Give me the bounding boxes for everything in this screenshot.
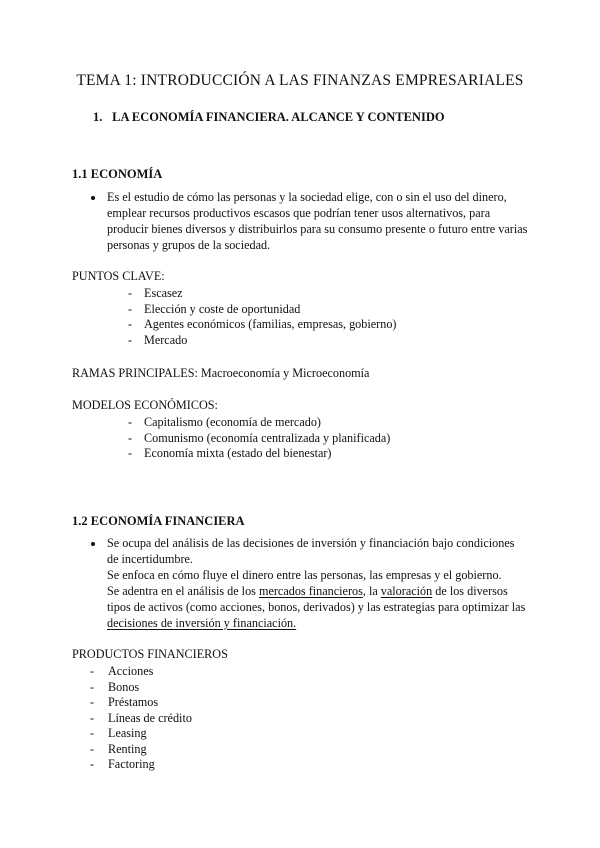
list-item-text: Capitalismo (economía de mercado) <box>144 415 321 429</box>
dash-marker: - <box>128 446 133 460</box>
puntos-clave-label: PUNTOS CLAVE: <box>72 269 165 283</box>
underlined-term: mercados financieros <box>258 584 363 598</box>
list-item <box>128 302 528 318</box>
underlined-term: valoración <box>380 584 433 598</box>
paragraph-line: Es el estudio de cómo las personas y la sociedad elige, con o sin el uso del dinero, <box>107 190 507 204</box>
list-item <box>128 446 528 462</box>
list-item-text: Préstamos <box>108 695 159 709</box>
paragraph-line: producir bienes diversos y distribuirlos para su consumo presente o futuro entre varias <box>107 222 528 236</box>
list-item <box>90 726 390 742</box>
dash-marker: - <box>128 317 133 331</box>
bullet-icon <box>91 196 95 200</box>
list-item <box>90 695 390 711</box>
ramas-principales <box>72 366 369 381</box>
paragraph-line <box>107 615 525 631</box>
dash-marker: - <box>128 286 133 300</box>
dash-marker: - <box>128 415 133 429</box>
dash-marker: - <box>128 332 133 347</box>
paragraph-line: Se enfoca en cómo fluye el dinero entre las personas, las empresas y el gobierno. <box>107 568 502 582</box>
paragraph-line: Se ocupa del análisis de las decisiones de inversión y financiación bajo condiciones <box>107 536 515 550</box>
paragraph-line: de incertidumbre. <box>107 552 193 566</box>
underlined-term: decisiones de inversión y financiación. <box>107 616 297 630</box>
text-run: de los diversos <box>432 584 508 598</box>
list-item-text: Factoring <box>108 757 155 771</box>
paragraph-line: tipos de activos (como acciones, bonos, derivados) y las estrategias para optimizar las <box>107 600 526 614</box>
puntos-clave-list <box>128 286 528 348</box>
document-title: TEMA 1: INTRODUCCIÓN A LAS FINANZAS EMPRESARIALES <box>76 72 524 89</box>
section-1-title: LA ECONOMÍA FINANCIERA. ALCANCE Y CONTENIDO <box>112 110 445 124</box>
list-item-text: Escasez <box>144 286 183 300</box>
paragraph-line: emplear recursos productivos escasos que podrían tener usos alternativos, para <box>107 206 491 220</box>
list-item-text: Agentes económicos (familias, empresas, gobierno) <box>144 317 397 331</box>
productos-list <box>90 664 390 773</box>
productos-financieros-label: PRODUCTOS FINANCIEROS <box>72 647 228 661</box>
ramas-text: Macroeconomía y Microeconomía <box>200 366 370 380</box>
modelos-list <box>128 415 528 462</box>
subsection-1-1-heading: 1.1 ECONOMÍA <box>72 167 163 181</box>
list-item-text: Acciones <box>108 664 154 678</box>
dash-marker: - <box>90 741 95 756</box>
dash-marker: - <box>90 679 95 694</box>
dash-marker: - <box>128 430 133 445</box>
economia-definition <box>107 189 527 253</box>
dash-marker: - <box>90 664 95 678</box>
text-run: Se adentra en el análisis de los <box>107 584 259 598</box>
list-item <box>90 742 390 758</box>
dash-marker: - <box>90 695 95 709</box>
list-item-text: Elección y coste de oportunidad <box>144 301 301 316</box>
subsection-1-2-heading: 1.2 ECONOMÍA FINANCIERA <box>72 514 245 528</box>
list-item-text: Mercado <box>144 332 188 347</box>
list-item-text: Bonos <box>108 679 140 694</box>
economia-financiera-definition <box>107 535 525 631</box>
list-item <box>128 415 528 431</box>
list-item <box>128 333 528 349</box>
bullet-icon <box>91 542 95 546</box>
section-1-number: 1. <box>93 110 103 124</box>
ramas-label: RAMAS PRINCIPALES: <box>72 366 198 380</box>
dash-marker: - <box>90 726 95 740</box>
section-1-heading <box>93 110 445 125</box>
list-item-text: Comunismo (economía centralizada y planificada) <box>144 430 391 445</box>
list-item <box>128 431 528 447</box>
list-item-text: Leasing <box>108 726 147 740</box>
list-item-text: Líneas de crédito <box>108 710 192 725</box>
list-item-text: Renting <box>108 741 147 756</box>
list-item <box>90 664 390 680</box>
list-item <box>90 680 390 696</box>
dash-marker: - <box>128 301 133 316</box>
list-item-text: Economía mixta (estado del bienestar) <box>144 446 332 460</box>
dash-marker: - <box>90 757 95 771</box>
list-item <box>128 286 528 302</box>
paragraph-line: personas y grupos de la sociedad. <box>107 238 271 252</box>
list-item <box>90 711 390 727</box>
list-item <box>128 317 528 333</box>
text-run: , la <box>362 584 381 598</box>
paragraph-line <box>107 583 525 599</box>
modelos-label: MODELOS ECONÓMICOS: <box>72 398 218 412</box>
list-item <box>90 757 390 773</box>
dash-marker: - <box>90 710 95 725</box>
